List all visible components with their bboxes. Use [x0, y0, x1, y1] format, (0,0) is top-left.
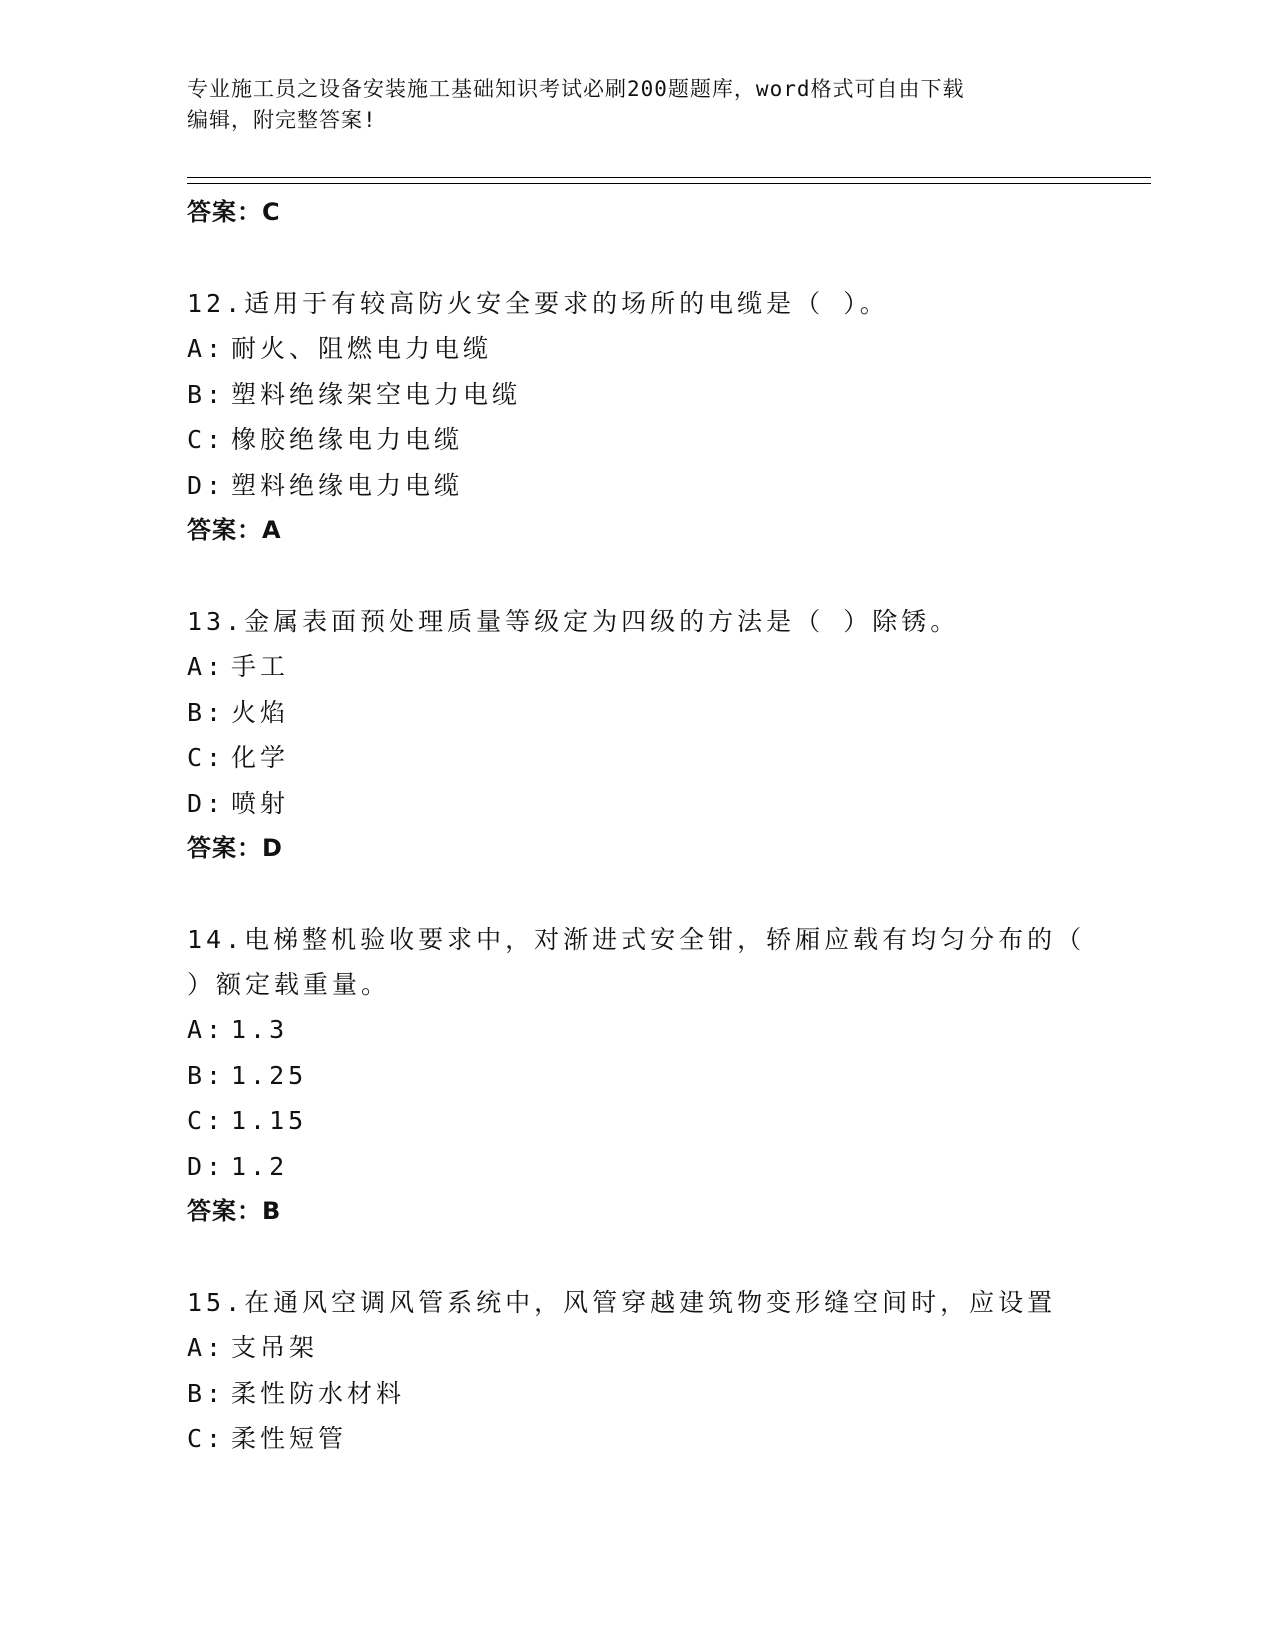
option-text: 火焰: [231, 697, 290, 727]
option-key: C:: [187, 1424, 226, 1453]
option-b: [187, 690, 1087, 736]
option-text: 1.15: [231, 1106, 308, 1135]
answer-q11: 答案：C: [187, 198, 281, 226]
option-c: [187, 417, 1087, 463]
option-text: 1.3: [231, 1015, 289, 1044]
header-line-1: 专业施工员之设备安装施工基础知识考试必刷200题题库，word格式可自由下载: [187, 77, 965, 101]
header-divider-bottom: [187, 183, 1151, 184]
option-key: D:: [187, 788, 226, 818]
option-d: [187, 463, 1087, 509]
option-a: [187, 1325, 1087, 1371]
question-13: [187, 599, 1087, 871]
option-text: 喷射: [231, 788, 290, 818]
question-list: [187, 190, 1087, 1462]
option-text: 柔性短管: [231, 1424, 348, 1453]
option-c: [187, 1416, 1087, 1462]
question-stem-line-2: ）额定载重量。: [187, 970, 391, 999]
option-key: B:: [187, 379, 226, 409]
document-header: [187, 74, 1067, 136]
option-text: 耐火、阻燃电力电缆: [231, 334, 493, 363]
option-b: [187, 1371, 1087, 1417]
option-c: [187, 735, 1087, 781]
option-text: 化学: [231, 743, 290, 772]
option-key: C:: [187, 425, 226, 454]
header-line-2: 编辑，附完整答案!: [187, 108, 377, 132]
option-key: A:: [187, 652, 226, 681]
option-d: [187, 1144, 1087, 1190]
question-stem: 13.金属表面预处理质量等级定为四级的方法是（ ）除锈。: [187, 607, 960, 636]
option-text: 支吊架: [231, 1333, 319, 1362]
option-key: B:: [187, 697, 226, 727]
answer-q13: 答案：D: [187, 834, 283, 862]
option-b: [187, 1053, 1087, 1099]
option-key: B:: [187, 1378, 226, 1408]
question-14: [187, 917, 1087, 1234]
option-text: 橡胶绝缘电力电缆: [231, 425, 464, 454]
option-text: 柔性防水材料: [231, 1378, 406, 1408]
option-key: D:: [187, 470, 226, 500]
question-12: [187, 281, 1087, 553]
answer-q12: 答案：A: [187, 516, 282, 544]
option-key: A:: [187, 1015, 226, 1044]
option-c: [187, 1098, 1087, 1144]
option-text: 塑料绝缘架空电力电缆: [231, 379, 522, 409]
option-a: [187, 326, 1087, 372]
header-divider-top: [187, 177, 1151, 178]
option-key: A:: [187, 334, 226, 363]
question-stem: 15.在通风空调风管系统中，风管穿越建筑物变形缝空间时，应设置: [187, 1288, 1057, 1317]
option-d: [187, 781, 1087, 827]
option-text: 塑料绝缘电力电缆: [231, 470, 464, 500]
option-a: [187, 644, 1087, 690]
option-key: C:: [187, 743, 226, 772]
option-text: 1.25: [231, 1060, 308, 1090]
option-text: 手工: [231, 652, 290, 681]
answer-q14: 答案：B: [187, 1197, 282, 1225]
option-text: 1.2: [231, 1151, 289, 1181]
question-stem-line-1: 14.电梯整机验收要求中，对渐进式安全钳，轿厢应载有均匀分布的（: [187, 925, 1086, 954]
question-stem: 12.适用于有较高防火安全要求的场所的电缆是（ ）。: [187, 289, 889, 318]
option-key: C:: [187, 1106, 226, 1135]
option-key: B:: [187, 1060, 226, 1090]
question-15: [187, 1280, 1087, 1462]
option-a: [187, 1007, 1087, 1053]
option-b: [187, 372, 1087, 418]
option-key: A:: [187, 1333, 226, 1362]
option-key: D:: [187, 1151, 226, 1181]
